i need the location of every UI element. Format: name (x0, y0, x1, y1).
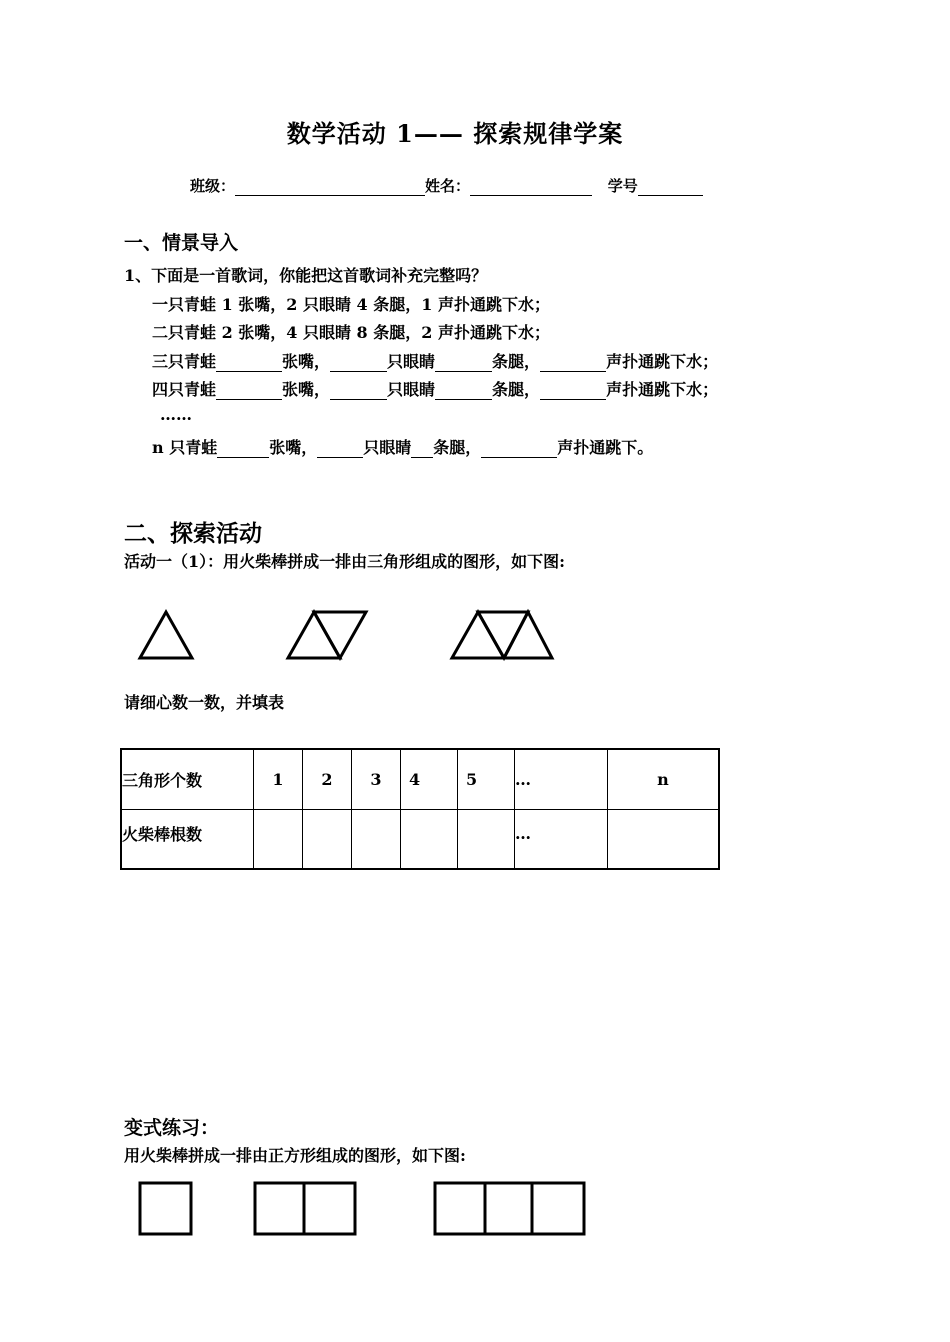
table-cell: n (608, 749, 720, 809)
row-header-matches: 火柴棒根数 (121, 809, 254, 869)
table-row (121, 749, 719, 809)
table-cell: 5 (458, 749, 515, 809)
answer-cell[interactable] (401, 809, 458, 869)
count-prompt: 请细心数一数，并填表 (124, 693, 285, 712)
triangle-1 (140, 612, 192, 658)
number-blank[interactable] (638, 180, 703, 196)
blank[interactable] (411, 442, 433, 458)
blank[interactable] (540, 356, 606, 372)
blank[interactable] (330, 356, 387, 372)
blank[interactable] (481, 442, 557, 458)
square-3b (485, 1183, 532, 1234)
answer-cell[interactable] (352, 809, 401, 869)
blank[interactable] (330, 384, 387, 400)
square-3c (532, 1183, 584, 1234)
answer-cell[interactable] (254, 809, 303, 869)
ellipsis: …… (160, 405, 192, 424)
blank[interactable] (435, 384, 492, 400)
class-label: 班级： (190, 177, 236, 195)
square-figures (130, 1175, 600, 1245)
name-label: 姓名： (425, 177, 471, 195)
lyric-line-4: 四只青蛙 张嘴， 只眼睛 条腿， 声扑通跳下水； (152, 380, 719, 399)
square-1 (140, 1183, 191, 1234)
triangle-figures (130, 600, 570, 670)
fill-table (120, 748, 720, 870)
square-2b (304, 1183, 355, 1234)
number-label: 学号 (607, 177, 638, 195)
student-info-line (190, 175, 703, 196)
lyric-line-2: 二只青蛙 2 张嘴，4 只眼睛 8 条腿，2 声扑通跳下水； (152, 323, 550, 342)
table-row (121, 809, 719, 869)
table-cell: 3 (352, 749, 401, 809)
variant-heading: 变式练习： (124, 1117, 220, 1139)
table-cell: 2 (303, 749, 352, 809)
triangle-3b (478, 612, 528, 658)
blank[interactable] (435, 356, 492, 372)
page-title: 数学活动 1—— 探索规律学案 (286, 119, 624, 148)
triangle-2b (314, 612, 366, 658)
blank[interactable] (540, 384, 606, 400)
answer-cell[interactable] (608, 809, 720, 869)
triangle-2a (288, 612, 340, 658)
answer-cell[interactable] (303, 809, 352, 869)
blank[interactable] (217, 442, 269, 458)
activity-1-text: 活动一（1）：用火柴棒拼成一排由三角形组成的图形，如下图: (124, 552, 566, 571)
answer-cell[interactable] (458, 809, 515, 869)
square-3a (435, 1183, 485, 1234)
section2-heading: 二、探索活动 (124, 520, 262, 547)
blank[interactable] (216, 356, 282, 372)
square-2a (255, 1183, 304, 1234)
class-blank[interactable] (235, 180, 425, 196)
row-header-triangles: 三角形个数 (121, 749, 254, 809)
variant-text: 用火柴棒拼成一排由正方形组成的图形，如下图: (124, 1146, 466, 1165)
table-cell: 1 (254, 749, 303, 809)
table-cell: … (515, 749, 608, 809)
lyric-line-n: n 只青蛙 张嘴， 只眼睛 条腿， 声扑通跳下。 (152, 438, 654, 457)
table-cell: 4 (401, 749, 458, 809)
lyric-line-3: 三只青蛙 张嘴， 只眼睛 条腿， 声扑通跳下水； (152, 352, 719, 371)
blank[interactable] (216, 384, 282, 400)
lyric-line-1: 一只青蛙 1 张嘴，2 只眼睛 4 条腿，1 声扑通跳下水； (152, 295, 550, 314)
triangle-3a (452, 612, 504, 658)
question-1: 1、下面是一首歌词，你能把这首歌词补充完整吗？ (124, 266, 488, 285)
table-cell: … (515, 809, 608, 869)
section1-heading: 一、情景导入 (124, 232, 239, 254)
triangle-3c (504, 612, 552, 658)
blank[interactable] (317, 442, 363, 458)
name-blank[interactable] (470, 180, 592, 196)
